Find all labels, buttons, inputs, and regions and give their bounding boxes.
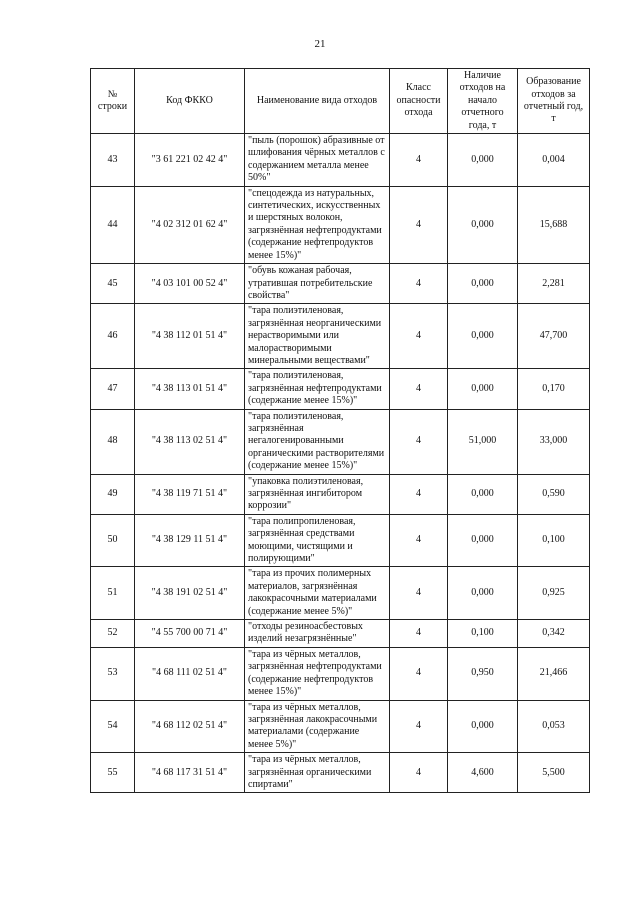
hazard-class-cell: 4	[390, 647, 448, 700]
stock-start-cell: 0,000	[448, 514, 518, 567]
fkko-code-cell: "4 55 700 00 71 4"	[135, 620, 245, 648]
row-number-cell: 54	[91, 700, 135, 753]
formed-year-cell: 47,700	[518, 304, 590, 369]
header-row-number: № строки	[91, 69, 135, 134]
header-waste-name: Наименование вида отходов	[245, 69, 390, 134]
row-number-cell: 55	[91, 753, 135, 793]
formed-year-cell: 0,100	[518, 514, 590, 567]
waste-name-cell: "тара из чёрных металлов, загрязнённая нефтепродуктами (содержание нефтепродуктов менее 15%)"	[245, 647, 390, 700]
hazard-class-cell: 4	[390, 753, 448, 793]
fkko-code-cell: "4 38 129 11 51 4"	[135, 514, 245, 567]
waste-name-cell: "отходы резиноасбестовых изделий незагрязнённые"	[245, 620, 390, 648]
fkko-code-cell: "4 68 111 02 51 4"	[135, 647, 245, 700]
table-row	[91, 514, 590, 567]
header-fkko-code: Код ФККО	[135, 69, 245, 134]
stock-start-cell: 0,950	[448, 647, 518, 700]
row-number-cell: 53	[91, 647, 135, 700]
stock-start-cell: 0,000	[448, 700, 518, 753]
table-row	[91, 567, 590, 620]
formed-year-cell: 2,281	[518, 264, 590, 304]
hazard-class-cell: 4	[390, 264, 448, 304]
hazard-class-cell: 4	[390, 186, 448, 263]
waste-name-cell: "тара полиэтиленовая, загрязнённая негалогенированными органическими растворителями (содержание менее 15%)"	[245, 409, 390, 474]
row-number-cell: 52	[91, 620, 135, 648]
fkko-code-cell: "3 61 221 02 42 4"	[135, 134, 245, 187]
fkko-code-cell: "4 38 119 71 51 4"	[135, 474, 245, 514]
row-number-cell: 50	[91, 514, 135, 567]
fkko-code-cell: "4 38 112 01 51 4"	[135, 304, 245, 369]
row-number-cell: 44	[91, 186, 135, 263]
formed-year-cell: 0,925	[518, 567, 590, 620]
page-number: 21	[314, 38, 326, 50]
waste-name-cell: "тара полиэтиленовая, загрязнённая неорганическими нерастворимыми или малорастворимыми минеральными веществами"	[245, 304, 390, 369]
formed-year-cell: 21,466	[518, 647, 590, 700]
formed-year-cell: 0,590	[518, 474, 590, 514]
table-row	[91, 264, 590, 304]
table-row	[91, 753, 590, 793]
stock-start-cell: 0,000	[448, 567, 518, 620]
header-formed-year: Образование отходов за отчетный год, т	[518, 69, 590, 134]
table-row	[91, 620, 590, 648]
waste-name-cell: "пыль (порошок) абразивные от шлифования чёрных металлов с содержанием металла менее 50%"	[245, 134, 390, 187]
table-row	[91, 304, 590, 369]
header-hazard-class: Класс опасности отхода	[390, 69, 448, 134]
stock-start-cell: 0,000	[448, 186, 518, 263]
table-header-row	[91, 69, 590, 134]
hazard-class-cell: 4	[390, 134, 448, 187]
formed-year-cell: 0,004	[518, 134, 590, 187]
hazard-class-cell: 4	[390, 409, 448, 474]
table-row	[91, 647, 590, 700]
waste-name-cell: "обувь кожаная рабочая, утратившая потребительские свойства"	[245, 264, 390, 304]
table-row	[91, 369, 590, 409]
formed-year-cell: 15,688	[518, 186, 590, 263]
row-number-cell: 51	[91, 567, 135, 620]
hazard-class-cell: 4	[390, 304, 448, 369]
waste-table	[90, 68, 590, 793]
hazard-class-cell: 4	[390, 620, 448, 648]
fkko-code-cell: "4 02 312 01 62 4"	[135, 186, 245, 263]
row-number-cell: 45	[91, 264, 135, 304]
table-row	[91, 474, 590, 514]
row-number-cell: 43	[91, 134, 135, 187]
table-row	[91, 186, 590, 263]
fkko-code-cell: "4 38 113 01 51 4"	[135, 369, 245, 409]
formed-year-cell: 0,342	[518, 620, 590, 648]
waste-name-cell: "упаковка полиэтиленовая, загрязнённая ингибитором коррозии"	[245, 474, 390, 514]
table-row	[91, 409, 590, 474]
stock-start-cell: 51,000	[448, 409, 518, 474]
hazard-class-cell: 4	[390, 474, 448, 514]
fkko-code-cell: "4 38 113 02 51 4"	[135, 409, 245, 474]
table-row	[91, 134, 590, 187]
waste-name-cell: "тара из чёрных металлов, загрязнённая лакокрасочными материалами (содержание менее 5%)"	[245, 700, 390, 753]
stock-start-cell: 0,100	[448, 620, 518, 648]
stock-start-cell: 0,000	[448, 134, 518, 187]
formed-year-cell: 33,000	[518, 409, 590, 474]
formed-year-cell: 0,170	[518, 369, 590, 409]
waste-name-cell: "тара из чёрных металлов, загрязнённая органическими спиртами"	[245, 753, 390, 793]
formed-year-cell: 5,500	[518, 753, 590, 793]
stock-start-cell: 0,000	[448, 369, 518, 409]
stock-start-cell: 4,600	[448, 753, 518, 793]
stock-start-cell: 0,000	[448, 264, 518, 304]
formed-year-cell: 0,053	[518, 700, 590, 753]
stock-start-cell: 0,000	[448, 304, 518, 369]
hazard-class-cell: 4	[390, 514, 448, 567]
waste-name-cell: "тара из прочих полимерных материалов, загрязнённая лакокрасочными материалами (содержание менее 5%)"	[245, 567, 390, 620]
hazard-class-cell: 4	[390, 369, 448, 409]
fkko-code-cell: "4 68 117 31 51 4"	[135, 753, 245, 793]
waste-name-cell: "тара полипропиленовая, загрязнённая средствами моющими, чистящими и полирующими"	[245, 514, 390, 567]
fkko-code-cell: "4 38 191 02 51 4"	[135, 567, 245, 620]
hazard-class-cell: 4	[390, 567, 448, 620]
fkko-code-cell: "4 68 112 02 51 4"	[135, 700, 245, 753]
row-number-cell: 47	[91, 369, 135, 409]
row-number-cell: 48	[91, 409, 135, 474]
waste-name-cell: "спецодежда из натуральных, синтетических, искусственных и шерстяных волокон, загрязнённая нефтепродуктами (содержание нефтепродуктов менее 15%)"	[245, 186, 390, 263]
header-stock-start: Наличие отходов на начало отчетного года, т	[448, 69, 518, 134]
row-number-cell: 46	[91, 304, 135, 369]
table-row	[91, 700, 590, 753]
waste-name-cell: "тара полиэтиленовая, загрязнённая нефтепродуктами (содержание менее 15%)"	[245, 369, 390, 409]
fkko-code-cell: "4 03 101 00 52 4"	[135, 264, 245, 304]
hazard-class-cell: 4	[390, 700, 448, 753]
stock-start-cell: 0,000	[448, 474, 518, 514]
row-number-cell: 49	[91, 474, 135, 514]
